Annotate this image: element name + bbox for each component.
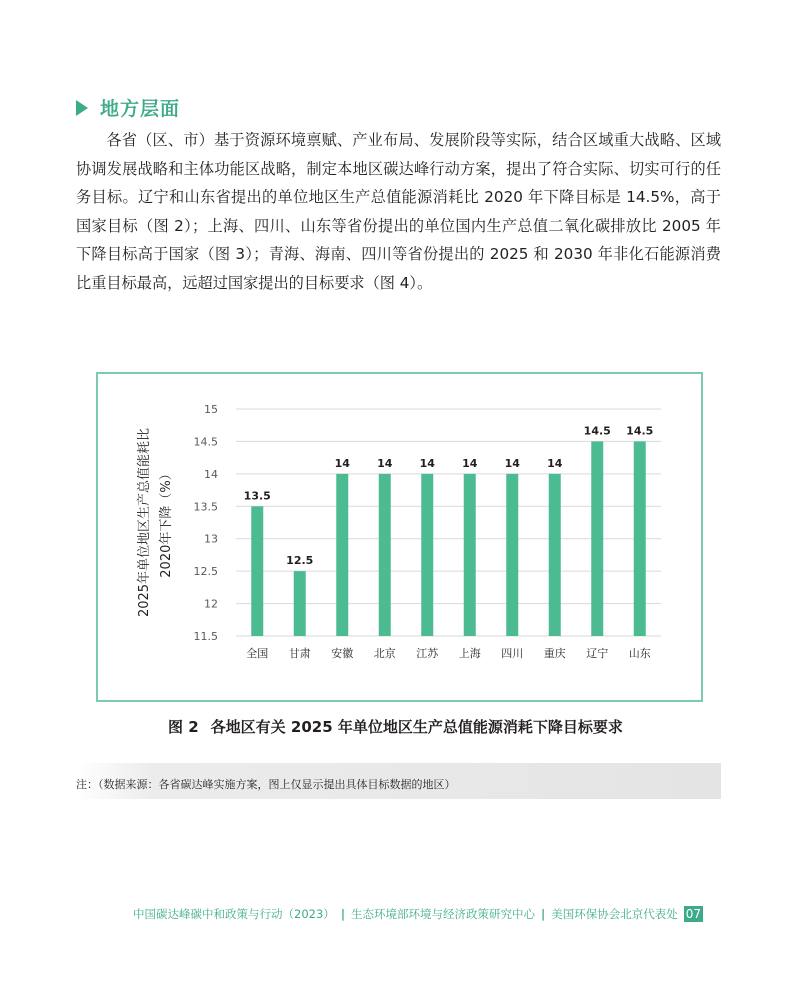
data-label: 14 bbox=[419, 456, 435, 470]
data-label: 14 bbox=[504, 456, 520, 470]
note-text: 注：（数据来源：各省碳达峰实施方案，图上仅显示提出具体目标数据的地区） bbox=[76, 778, 456, 791]
body-paragraph: 各省（区、市）基于资源环境禀赋、产业布局、发展阶段等实际，结合区域重大战略、区域协调发展战略和主体功能区战略，制定本地区碳达峰行动方案，提出了符合实际、切实可行的任务目标。辽宁和山东省提出的单位地区生产总值能源消耗比 2020 年下降目标是 14.5%，高于国家目标（图 2）；上海、四川、山东等省份提出的单位国内生产总值二氧化碳排放比 2005 年下降目标高于国家（图 3）；青海、海南、四川等省份提出的 2025 和 2030 年非化石能源消费比重目标最高，远超过国家提出的目标要求（图 4）。 bbox=[76, 131, 721, 292]
footer-separator: | bbox=[541, 907, 546, 921]
x-tick-label: 北京 bbox=[373, 647, 396, 660]
y-tick-label: 13.5 bbox=[193, 500, 218, 514]
bar bbox=[379, 474, 391, 636]
bar bbox=[634, 441, 646, 636]
bar bbox=[294, 571, 306, 636]
x-tick-label: 甘肃 bbox=[288, 647, 311, 660]
bar bbox=[251, 506, 263, 636]
page-number: 07 bbox=[685, 907, 701, 921]
bar bbox=[421, 474, 433, 636]
x-tick-label: 江苏 bbox=[416, 647, 439, 660]
bar bbox=[591, 441, 603, 636]
y-tick-label: 13 bbox=[204, 532, 218, 546]
bar bbox=[336, 474, 348, 636]
triangle-bullet-icon bbox=[76, 100, 88, 116]
x-tick-label: 安徽 bbox=[331, 647, 354, 660]
footer-org-1: 生态环境部环境与经济政策研究中心 bbox=[351, 907, 536, 921]
y-axis-label-line2: 2020年下降（%） bbox=[159, 467, 174, 578]
x-tick-label: 全国 bbox=[246, 647, 269, 660]
bar bbox=[549, 474, 561, 636]
bar bbox=[506, 474, 518, 636]
bar bbox=[464, 474, 476, 636]
section-heading bbox=[76, 94, 180, 121]
y-axis-label-line1: 2025年单位地区生产总值能耗比 bbox=[137, 427, 152, 618]
data-label: 13.5 bbox=[243, 489, 271, 503]
figure-caption bbox=[168, 716, 623, 737]
figure-caption-text: 各地区有关 2025 年单位地区生产总值能源消耗下降目标要求 bbox=[210, 718, 623, 736]
y-tick-label: 11.5 bbox=[193, 630, 218, 643]
y-tick-label: 14.5 bbox=[193, 435, 218, 449]
data-label: 14.5 bbox=[583, 424, 611, 438]
y-tick-label: 12 bbox=[204, 597, 218, 611]
x-tick-label: 辽宁 bbox=[586, 647, 609, 660]
x-tick-label: 重庆 bbox=[543, 647, 566, 660]
figure-number: 图 2 bbox=[168, 718, 199, 736]
y-tick-label: 14 bbox=[204, 467, 218, 481]
data-label: 14.5 bbox=[626, 424, 654, 438]
y-tick-label: 15 bbox=[204, 403, 218, 416]
footer-org-2: 美国环保协会北京代表处 bbox=[551, 907, 678, 921]
x-tick-label: 上海 bbox=[458, 647, 481, 660]
footer-separator: | bbox=[340, 907, 346, 921]
footer-publication: 中国碳达峰碳中和政策与行动（2023） bbox=[133, 907, 335, 921]
section-title: 地方层面 bbox=[100, 98, 181, 120]
y-tick-label: 12.5 bbox=[193, 565, 218, 579]
bar-chart bbox=[98, 374, 701, 700]
data-label: 12.5 bbox=[286, 554, 314, 568]
footer bbox=[133, 906, 703, 922]
x-tick-label: 山东 bbox=[628, 647, 651, 660]
note-box bbox=[76, 763, 721, 799]
chart-frame bbox=[96, 372, 703, 702]
x-tick-label: 四川 bbox=[501, 647, 524, 660]
data-label: 14 bbox=[462, 456, 478, 470]
data-label: 14 bbox=[547, 456, 563, 470]
data-label: 14 bbox=[377, 456, 393, 470]
data-label: 14 bbox=[334, 456, 350, 470]
